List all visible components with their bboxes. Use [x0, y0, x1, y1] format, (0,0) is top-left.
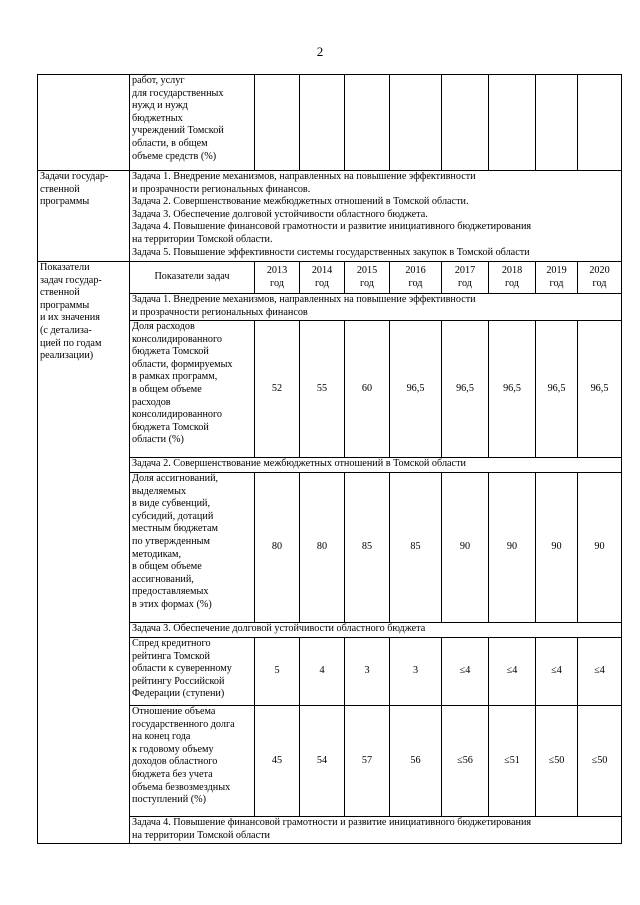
year-header: 2017 год: [442, 262, 489, 294]
task-item: Задача 2. Совершенствование межбюджетных отношений в Томской области.: [132, 196, 469, 208]
indicator-value: 90: [536, 473, 578, 623]
indicator-value: 57: [345, 706, 390, 817]
indicator-value: ≤50: [578, 706, 622, 817]
indicator-value: ≤4: [536, 638, 578, 706]
indicator-value: 90: [578, 473, 622, 623]
indicator-name: Спред кредитного рейтинга Томской области к суверенному рейтингу Российской Федерации (ступени): [130, 638, 255, 706]
indicator-value: ≤4: [578, 638, 622, 706]
indicator-value: 90: [442, 473, 489, 623]
year-header: 2016 год: [390, 262, 442, 294]
task-group-title: Задача 4. Повышение финансовой грамотности и развитие инициативного бюджетирования на территории Томской области: [130, 817, 622, 844]
year-header: 2019 год: [536, 262, 578, 294]
task-group-title: Задача 1. Внедрение механизмов, направленных на повышение эффективности и прозрачности региональных финансов: [130, 294, 622, 321]
indicators-label: Показатели задач государ- ственной программы и их значения (с детализа- цией по годам реализации): [38, 262, 130, 844]
page-number: 2: [316, 44, 324, 59]
indicator-value: 85: [345, 473, 390, 623]
indicator-name: Доля расходов консолидированного бюджета Томской области, формируемых в рамках программ, в общем объеме расходов консолидированного бюджета Томской области (%): [130, 321, 255, 458]
year-header: 2013 год: [255, 262, 300, 294]
indicator-value: 55: [300, 321, 345, 458]
indicator-value: ≤51: [489, 706, 536, 817]
year-header: 2020 год: [578, 262, 622, 294]
continuation-row: [38, 75, 622, 171]
indicator-value: 56: [390, 706, 442, 817]
indicator-value: ≤50: [536, 706, 578, 817]
indicator-value: ≤56: [442, 706, 489, 817]
indicator-value: 60: [345, 321, 390, 458]
indicator-value: 96,5: [390, 321, 442, 458]
program-passport-table: [37, 74, 622, 844]
year-header: 2015 год: [345, 262, 390, 294]
indicator-value: 96,5: [536, 321, 578, 458]
indicator-value: 52: [255, 321, 300, 458]
indicator-name: Доля ассигнований, выделяемых в виде субвенций, субсидий, дотаций местным бюджетам по утвержденным методикам, в общем объеме ассигнований, предоставляемых в этих формах (%): [130, 473, 255, 623]
task-item: Задача 1. Внедрение механизмов, направленных на повышение эффективности и прозрачности региональных финансов.: [132, 171, 476, 195]
task-group-title: Задача 2. Совершенствование межбюджетных отношений в Томской области: [130, 458, 622, 473]
indicator-value: 90: [489, 473, 536, 623]
indicator-value: 80: [255, 473, 300, 623]
indicator-value: 3: [345, 638, 390, 706]
year-header: 2018 год: [489, 262, 536, 294]
task-item: Задача 4. Повышение финансовой грамотности и развитие инициативного бюджетирования на территории Томской области.: [132, 221, 532, 245]
indicator-value: 5: [255, 638, 300, 706]
tasks-row: [38, 171, 622, 262]
task-item: Задача 3. Обеспечение долговой устойчивости областного бюджета.: [132, 208, 428, 220]
indicators-header-row: [38, 262, 622, 294]
indicator-value: 4: [300, 638, 345, 706]
indicator-name: Отношение объема государственного долга на конец года к годовому объему доходов областного бюджета без учета объема безвозмездных поступлений (%): [130, 706, 255, 817]
tasks-label: Задачи государ- ственной программы: [38, 171, 130, 262]
indicator-value: 96,5: [578, 321, 622, 458]
continuation-label-cell: [38, 75, 130, 171]
indicator-value: ≤4: [442, 638, 489, 706]
tasks-list: [130, 171, 622, 262]
indicator-value: 96,5: [489, 321, 536, 458]
year-header: 2014 год: [300, 262, 345, 294]
task-item: Задача 5. Повышение эффективности системы государственных закупок в Томской области: [132, 246, 530, 258]
indicator-value: 54: [300, 706, 345, 817]
task-group-title: Задача 3. Обеспечение долговой устойчивости областного бюджета: [130, 623, 622, 638]
indicator-value: 3: [390, 638, 442, 706]
continuation-text: работ, услуг для государственных нужд и нужд бюджетных учреждений Томской области, в общем объеме средств (%): [130, 75, 255, 171]
indicator-value: 80: [300, 473, 345, 623]
indicator-value: 45: [255, 706, 300, 817]
indicator-value: 96,5: [442, 321, 489, 458]
indicator-value: 85: [390, 473, 442, 623]
indicator-value: ≤4: [489, 638, 536, 706]
indicators-name-header: Показатели задач: [130, 262, 255, 294]
